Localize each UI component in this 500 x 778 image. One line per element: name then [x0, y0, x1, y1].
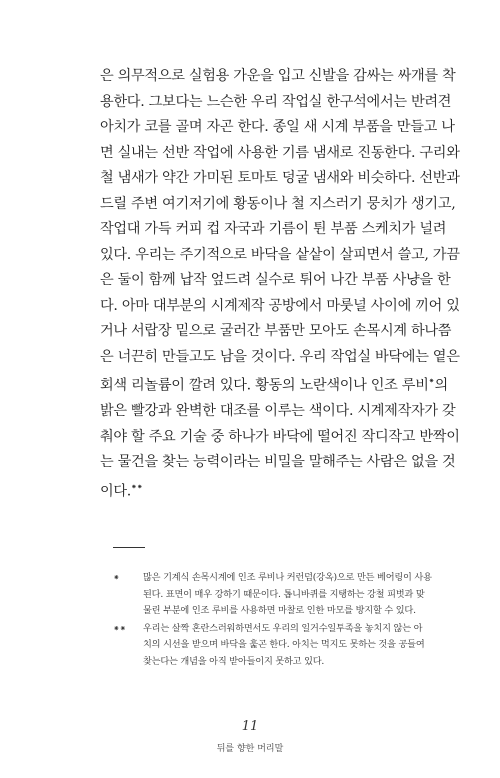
- body-line: 거나 서랍장 밑으로 굴러간 부품만 모아도 손목시계 하나쯤: [100, 323, 452, 339]
- body-line-with-footnote-ref: [100, 370, 448, 399]
- footnote-line: 많은 기계식 손목시계에 인조 루비나 커런덤(강옥)으로 만든 베어링이 사용: [143, 572, 432, 583]
- body-line-text: 회색 리놀륨이 깔려 있다. 황동의 노란색이나 인조 루비: [100, 377, 429, 394]
- footnote-marker: ⁕: [113, 573, 120, 582]
- body-line: 작업대 가득 커피 컵 자국과 기름이 튄 부품 스케치가 널려: [100, 221, 447, 237]
- footnote-1: [113, 570, 432, 620]
- body-line-text: 이다.: [100, 483, 132, 500]
- footnote-line: 된다. 표면이 매우 강하기 때문이다. 톱니바퀴를 지탱하는 강철 피벗과 맞: [143, 588, 425, 600]
- body-text: [100, 64, 460, 505]
- footnote-marker: ⁕⁕: [113, 623, 127, 633]
- footnote-line: 물린 부분에 인조 루비를 사용하면 마찰로 인한 마모를 방지할 수 있다.: [143, 605, 416, 616]
- body-line: 용한다. 그보다는 느슨한 우리 작업실 한구석에서는 반려견: [100, 93, 452, 110]
- body-line: 춰야 할 주요 기술 중 하나가 바닥에 떨어진 작디작고 반짝이: [100, 428, 460, 445]
- body-line: 은 의무적으로 실험용 가운을 입고 신발을 감싸는 싸개를 착: [100, 68, 456, 84]
- body-line-text: 의: [434, 377, 448, 394]
- footnote-divider: [113, 547, 145, 548]
- footnote-ref-2: ⁕⁕: [131, 482, 143, 491]
- footnotes: [113, 570, 432, 671]
- body-line: 은 너끈히 만들고도 남을 것이다. 우리 작업실 바닥에는 옅은: [100, 348, 460, 365]
- footnote-line: 우리는 살짝 혼란스러워하면서도 우리의 일거수일투족을 놓치지 않는 아: [143, 622, 423, 634]
- body-line: 드릴 주변 여기저기에 황동이나 철 지스러기 뭉치가 생기고,: [100, 195, 456, 212]
- running-footer: 뒤를 향한 머리말: [216, 744, 284, 754]
- body-line: 면 실내는 선반 작업에 사용한 기름 냄새로 진동한다. 구리와: [100, 144, 460, 161]
- body-line: 는 물건을 찾는 능력이라는 비밀을 말해주는 사람은 없을 것: [100, 454, 456, 471]
- body-line: 밝은 빨강과 완벽한 대조를 이루는 색이다. 시계제작자가 갖: [100, 403, 456, 420]
- footnote-line: 치의 시선을 받으며 바닥을 훑곤 한다. 아치는 먹지도 못하는 것을 공들여: [143, 639, 425, 650]
- body-line: 있다. 우리는 주기적으로 바닥을 샅샅이 살피면서 쓸고, 가끔: [100, 246, 460, 263]
- body-line: 은 둘이 함께 납작 엎드려 실수로 튀어 나간 부품 사냥을 한: [100, 272, 451, 288]
- footnote-ref-1: ⁕: [428, 377, 435, 385]
- body-line: 다. 아마 대부분의 시계제작 공방에서 마룻널 사이에 끼어 있: [100, 297, 460, 314]
- page-number: 11: [241, 719, 259, 734]
- footnote-2: [113, 621, 425, 671]
- body-line: 철 냄새가 약간 가미된 토마토 덩굴 냄새와 비슷하다. 선반과: [100, 170, 460, 186]
- body-line: 아치가 코를 골며 자곤 한다. 종일 새 시계 부품을 만들고 나: [100, 119, 455, 135]
- body-line-with-footnote-ref: [100, 476, 420, 505]
- footnote-line: 찾는다는 개념을 아직 받아들이지 못하고 있다.: [143, 655, 325, 667]
